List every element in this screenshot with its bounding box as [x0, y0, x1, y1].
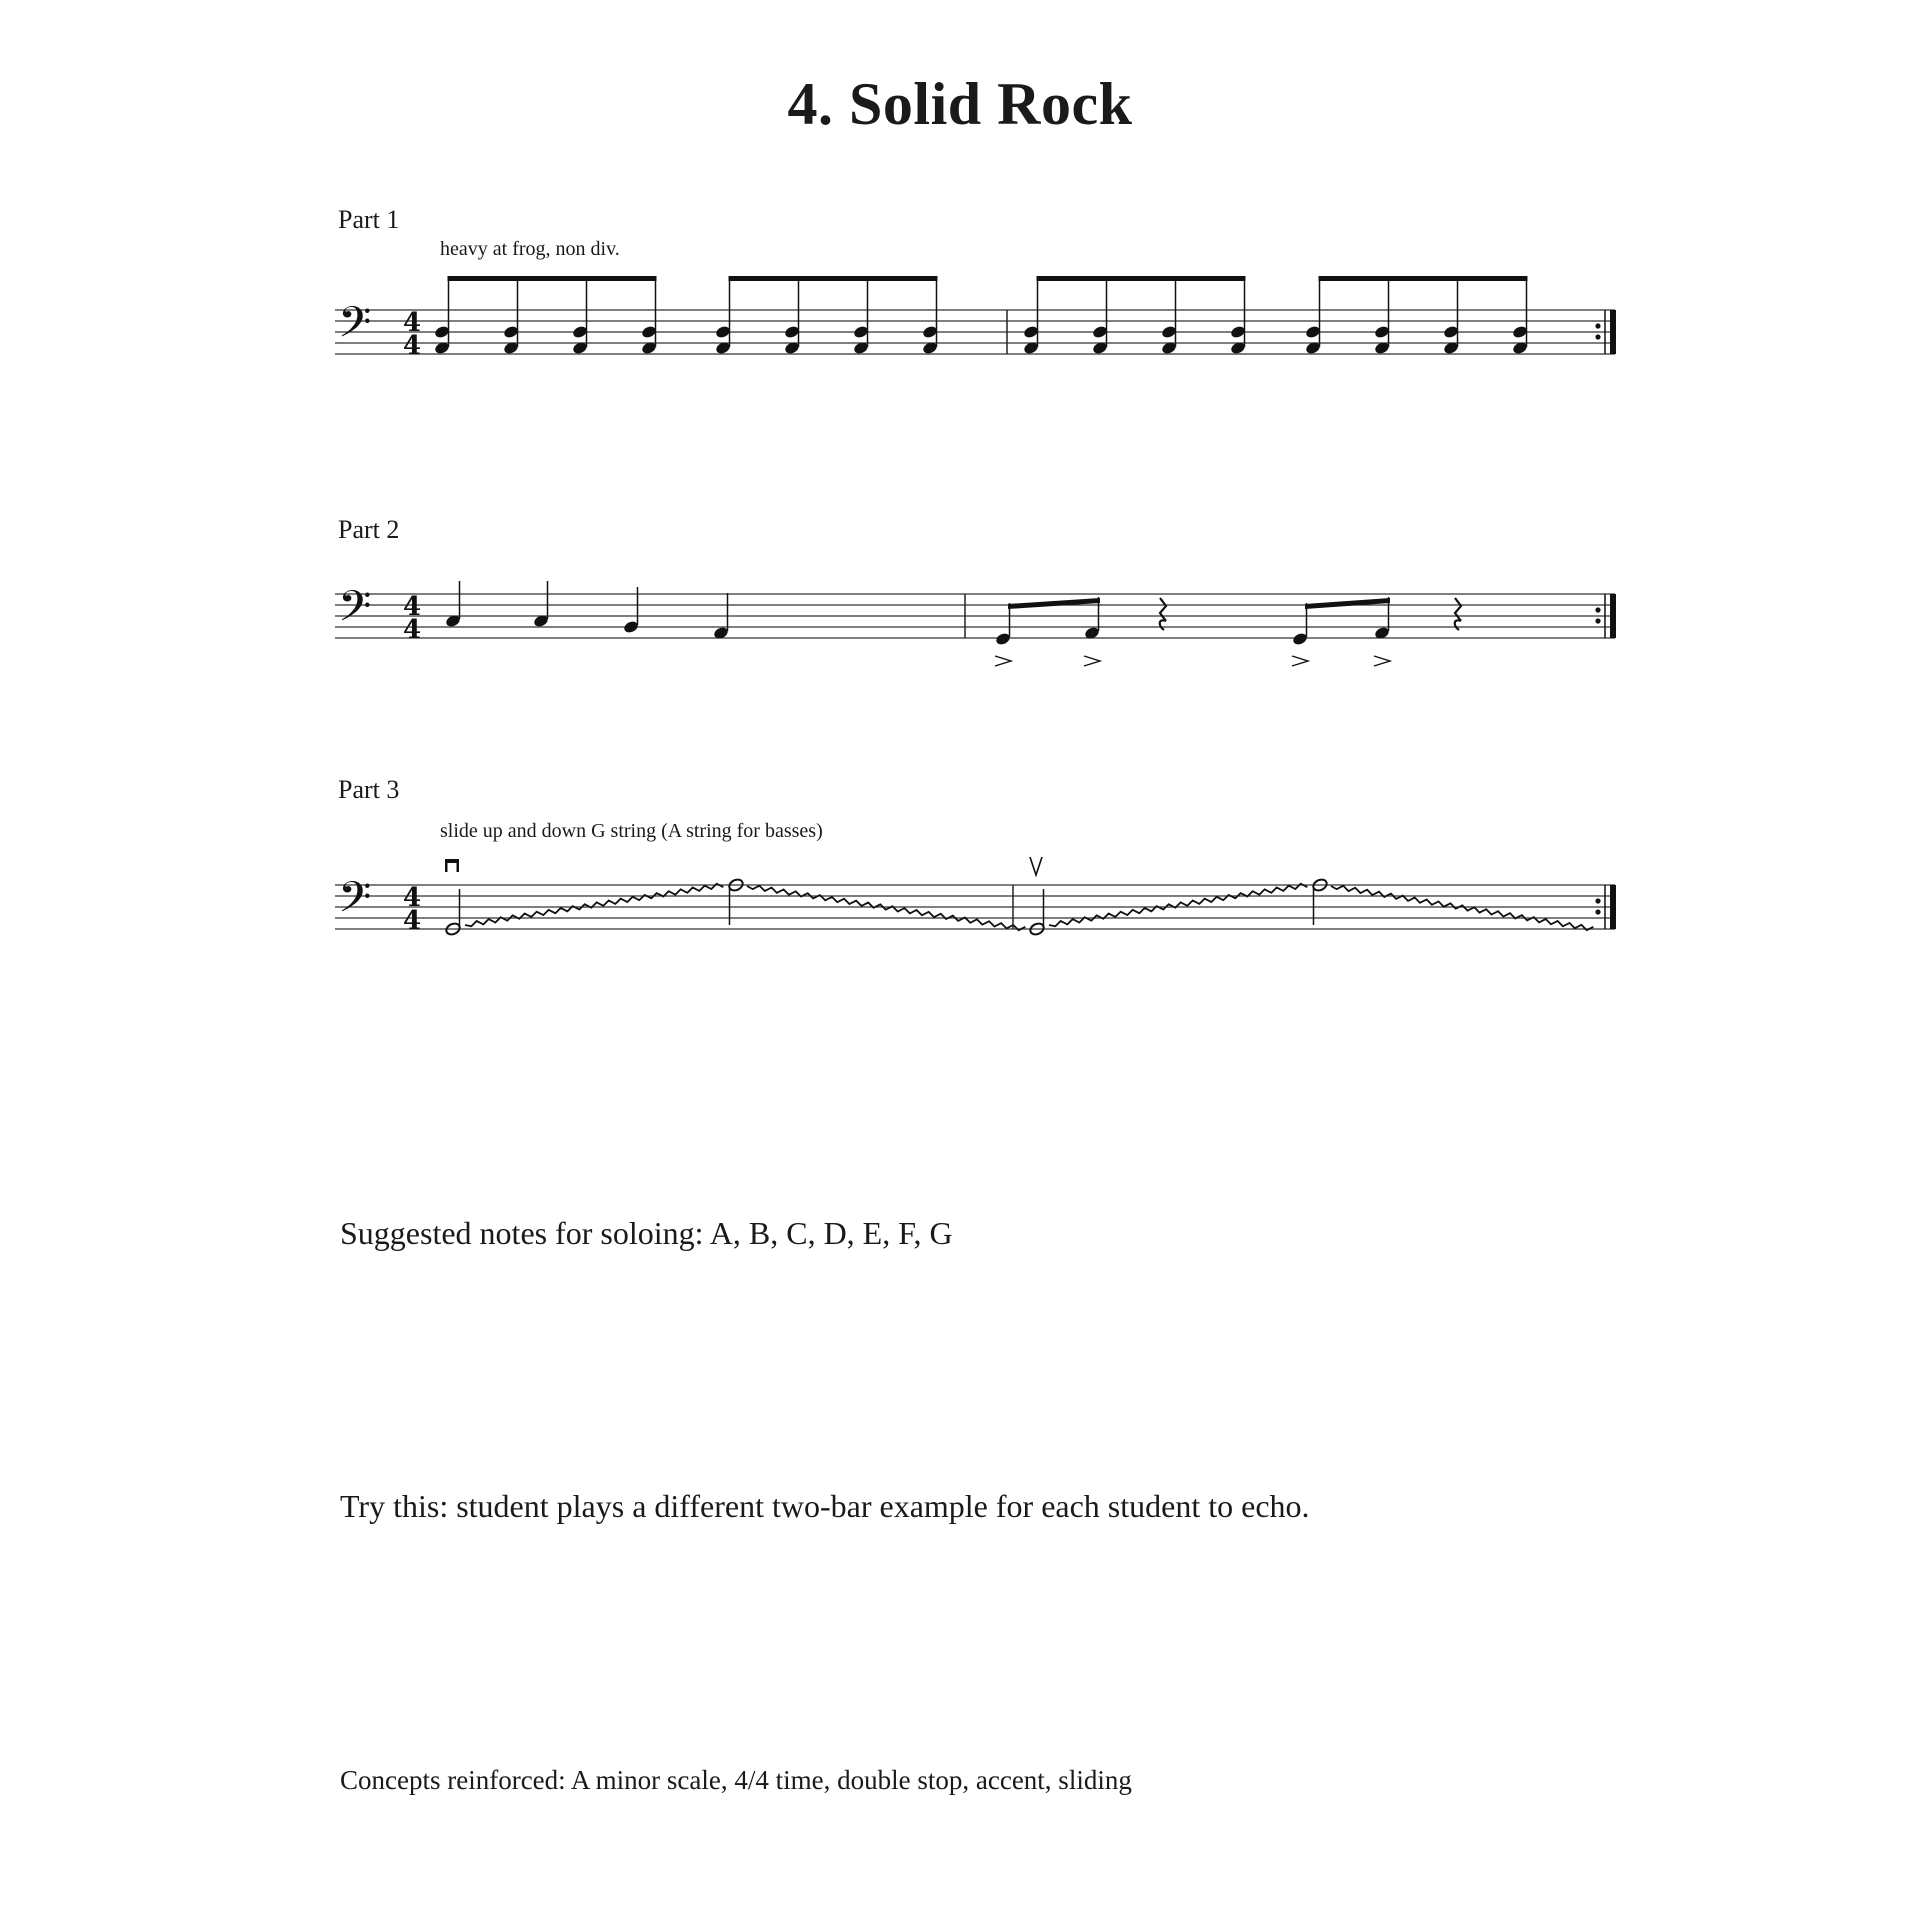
beam [1319, 276, 1528, 281]
try-this-text: Try this: student plays a different two-bar example for each student to echo. [340, 1488, 1310, 1524]
time-sig-bottom: 4 [403, 331, 422, 361]
double-stop-eighth-note [503, 279, 520, 355]
part-3-instruction: slide up and down G string (A string for basses) [440, 820, 823, 842]
double-stop-eighth-note [1305, 279, 1322, 355]
staff-lines [335, 885, 1615, 929]
double-stop-eighth-note [1443, 279, 1460, 355]
soloing-notes-text: Suggested notes for soloing: A, B, C, D, E, F, G [340, 1215, 953, 1251]
glissando-line [1049, 884, 1307, 926]
page-title: 4. Solid Rock [787, 71, 1133, 137]
double-stop-eighth-note [1161, 279, 1178, 355]
time-sig-top: 4 [403, 592, 422, 622]
time-sig-top: 4 [403, 883, 422, 913]
double-stop-eighth-note [853, 279, 870, 355]
bass-clef-icon: 𝄢 [338, 298, 372, 358]
part-3-label: Part 3 [338, 775, 400, 804]
beam [1037, 276, 1246, 281]
down-bow-icon [445, 859, 459, 872]
bass-clef-icon: 𝄢 [338, 582, 372, 642]
beam [448, 276, 657, 281]
concepts-reinforced-text: Concepts reinforced: A minor scale, 4/4 time, double stop, accent, sliding [340, 1765, 1132, 1795]
part-1-instruction: heavy at frog, non div. [440, 238, 620, 260]
quarter-note [713, 593, 730, 640]
time-sig-top: 4 [403, 308, 422, 338]
beam [1008, 598, 1100, 609]
part-2-label: Part 2 [338, 515, 400, 544]
beam [1305, 598, 1390, 609]
staff-lines [335, 310, 1615, 354]
time-sig-bottom: 4 [403, 906, 422, 936]
part-1-label: Part 1 [338, 205, 400, 234]
double-stop-eighth-note [572, 279, 589, 355]
accent-mark [1084, 656, 1100, 666]
double-stop-eighth-note [1512, 279, 1529, 355]
double-stop-eighth-note [1092, 279, 1109, 355]
beam [729, 276, 938, 281]
up-bow-icon [1030, 857, 1042, 875]
bass-clef-icon: 𝄢 [338, 873, 372, 933]
accent-mark [1292, 656, 1308, 666]
double-stop-eighth-note [434, 279, 451, 355]
quarter-rest [1160, 598, 1166, 630]
double-stop-eighth-note [641, 279, 658, 355]
accented-eighth-pair [1292, 597, 1391, 666]
staff-lines [335, 594, 1615, 638]
time-sig-bottom: 4 [403, 615, 422, 645]
quarter-rest [1455, 598, 1461, 630]
glissando-line [747, 886, 1025, 931]
double-stop-eighth-note [715, 279, 732, 355]
double-stop-eighth-note [1023, 279, 1040, 355]
accent-mark [995, 656, 1011, 666]
double-stop-eighth-note [1230, 279, 1247, 355]
double-stop-eighth-note [1374, 279, 1391, 355]
double-stop-eighth-note [922, 279, 939, 355]
part-1-staff [335, 265, 1615, 375]
glissando-line [1331, 886, 1593, 930]
accent-mark [1374, 656, 1390, 666]
glissando-line [465, 884, 723, 926]
part-2-staff [335, 560, 1615, 680]
double-stop-eighth-note [784, 279, 801, 355]
accented-eighth-pair [995, 597, 1101, 666]
part-3-staff [335, 845, 1615, 945]
